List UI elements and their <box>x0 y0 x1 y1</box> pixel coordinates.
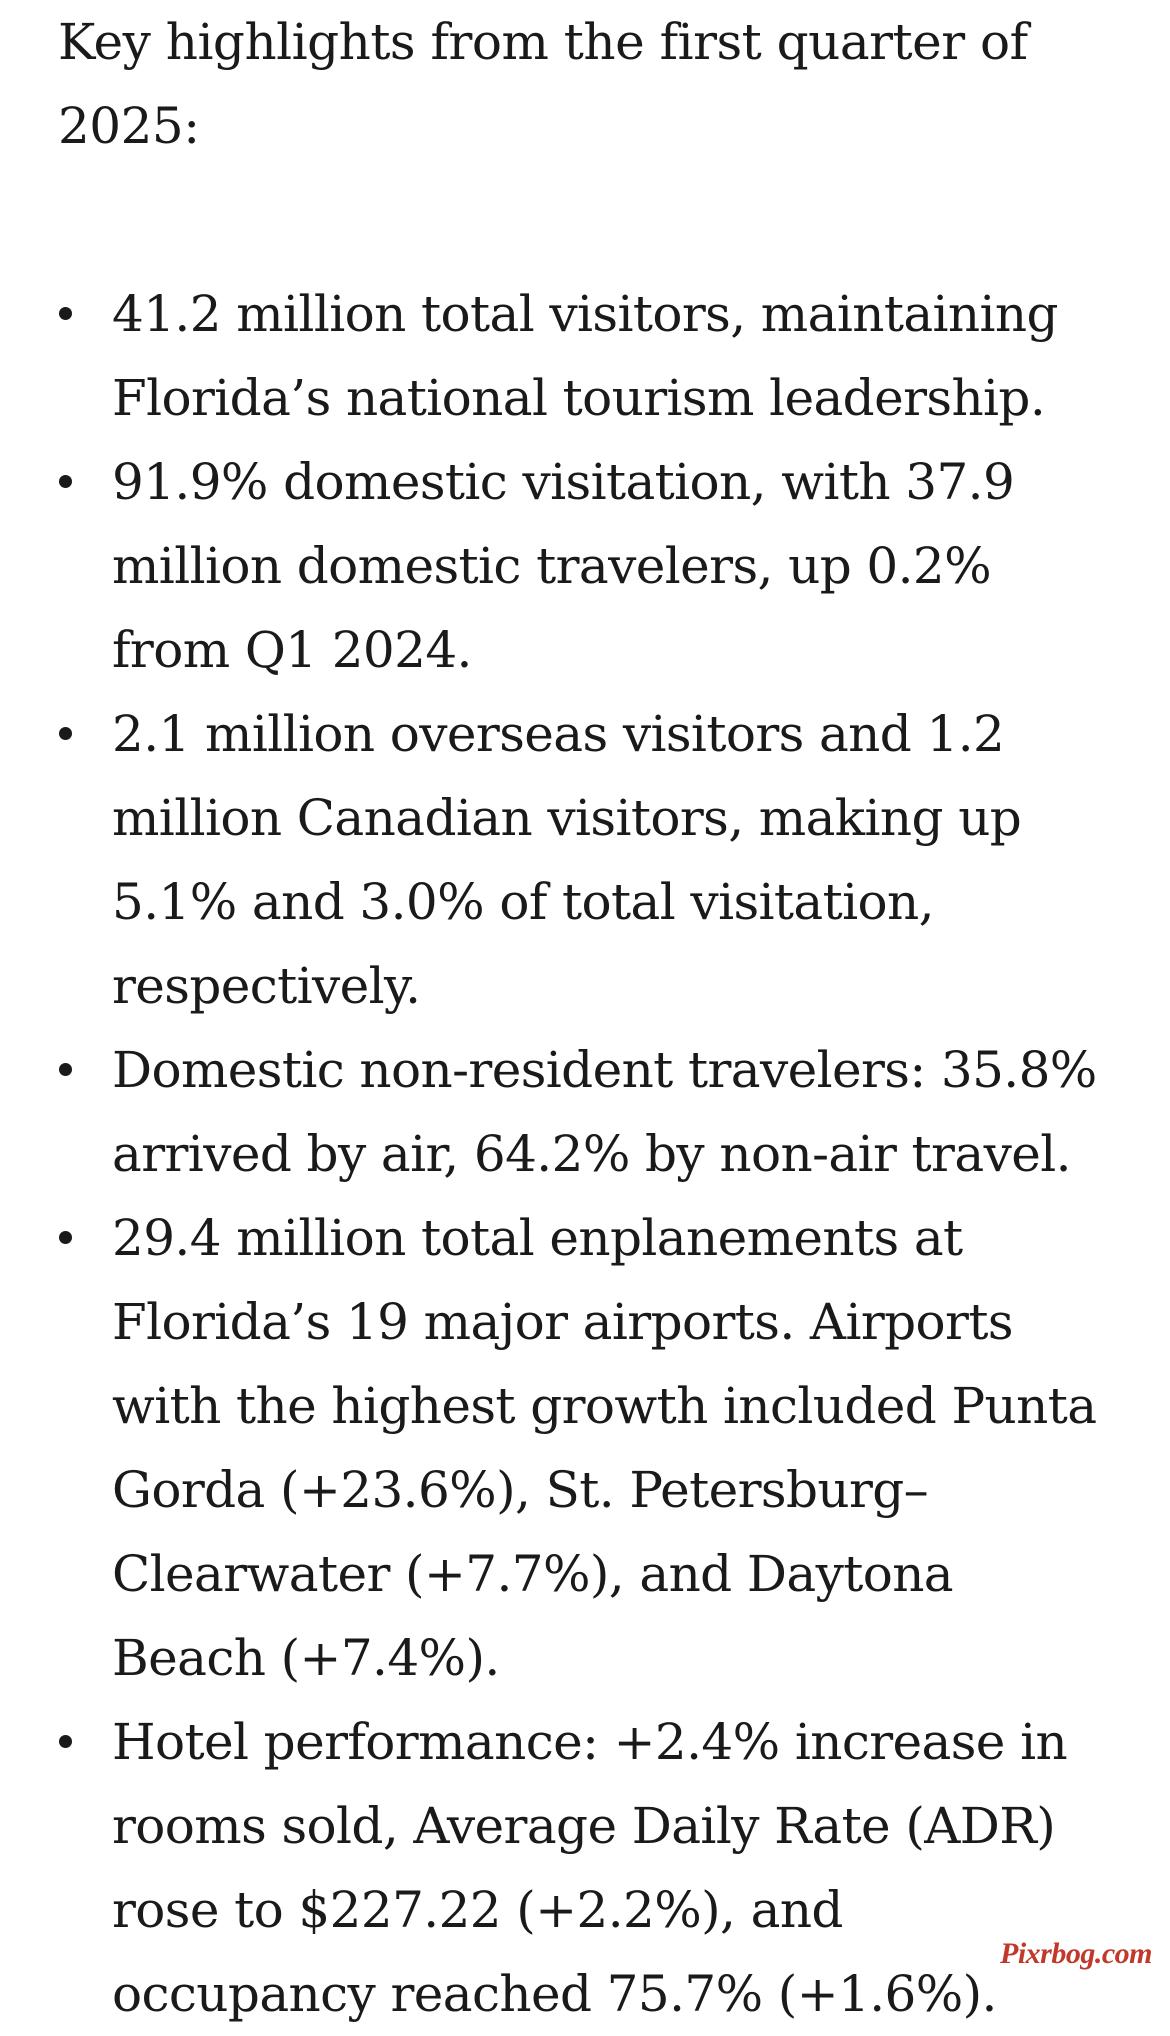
intro-paragraph: Key highlights from the first quarter of 2025: <box>58 13 1028 155</box>
bullet-icon <box>59 727 72 740</box>
bullet-icon <box>59 307 72 320</box>
list-item-text: Domestic non-resident travelers: 35.8% arrived by air, 64.2% by non-air travel. <box>112 1041 1097 1183</box>
list-item <box>58 1196 1118 1700</box>
list-item <box>58 1700 1118 2036</box>
list-item-text: Hotel performance: +2.4% increase in rooms sold, Average Daily Rate (ADR) rose to $227.22 (+2.2%), and occupancy reached 75.7% (+1.6%). <box>112 1713 1068 2023</box>
bullet-icon <box>59 1735 72 1748</box>
list-item <box>58 272 1118 440</box>
bullet-icon <box>59 1063 72 1076</box>
list-item-text: 91.9% domestic visitation, with 37.9 million domestic travelers, up 0.2% from Q1 2024. <box>112 453 1015 679</box>
list-item <box>58 1028 1118 1196</box>
watermark: Pixrbog.com <box>1000 1937 1152 1970</box>
highlights-list <box>58 272 1118 2036</box>
list-item <box>58 692 1118 1028</box>
article-body <box>58 0 1118 2036</box>
bullet-icon <box>59 1231 72 1244</box>
list-item-text: 2.1 million overseas visitors and 1.2 million Canadian visitors, making up 5.1% and 3.0% of total visitation, respectively. <box>112 705 1022 1015</box>
bullet-icon <box>59 475 72 488</box>
list-item-text: 41.2 million total visitors, maintaining Florida’s national tourism leadership. <box>112 285 1058 427</box>
list-item <box>58 440 1118 692</box>
list-item-text: 29.4 million total enplanements at Florida’s 19 major airports. Airports with the highest growth included Punta Gorda (+23.6%), St. Petersburg–Clearwater (+7.7%), and Daytona Beach (+7.4%). <box>112 1209 1097 1687</box>
